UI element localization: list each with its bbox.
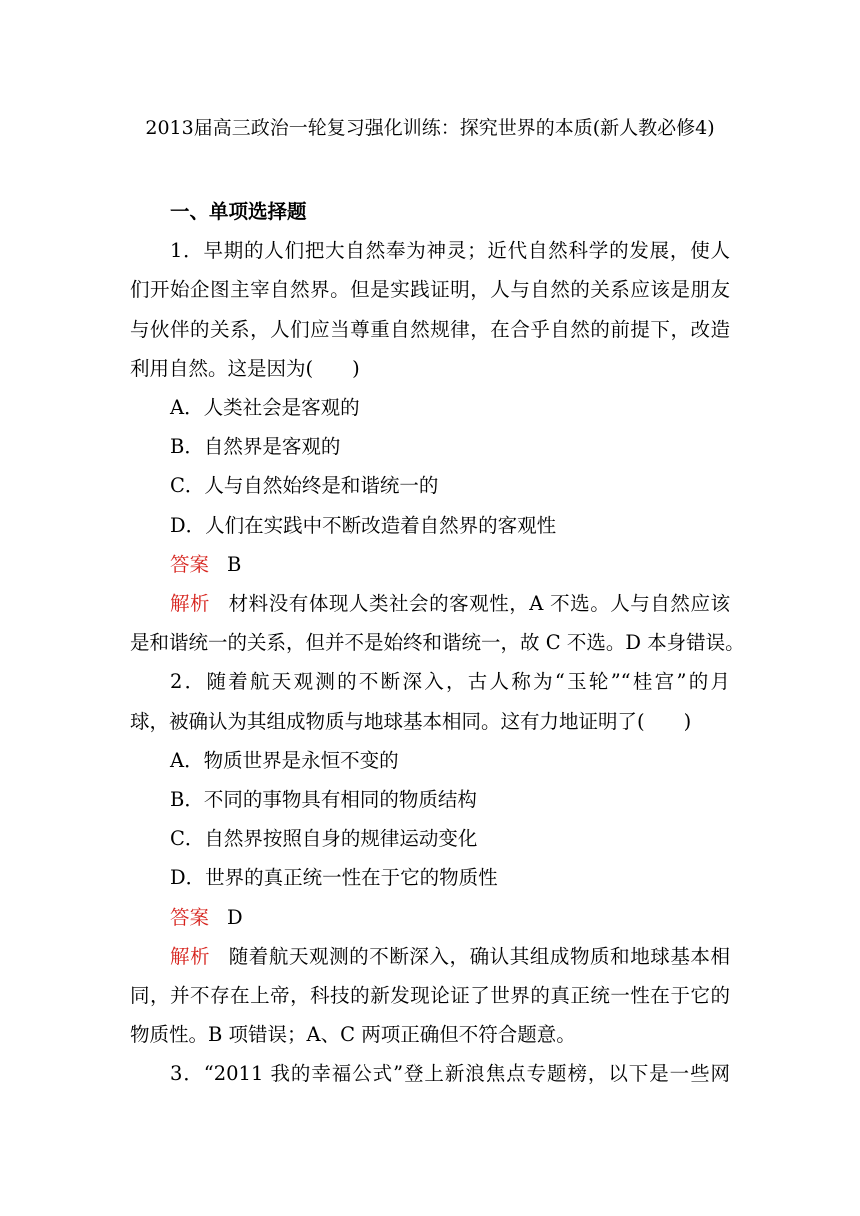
answer-line <box>130 898 730 937</box>
analysis-line <box>130 937 730 976</box>
option-c: C．自然界按照自身的规律运动变化 <box>170 827 478 851</box>
answer-label: 答案 <box>170 552 210 576</box>
answer-line <box>130 545 730 584</box>
question-3 <box>130 1054 730 1093</box>
question-stem-line: 2．随着航天观测的不断深入，古人称为“玉轮”“桂宫”的月 <box>170 670 730 694</box>
analysis-text: 随着航天观测的不断深入，确认其组成物质和地球基本相 <box>228 944 730 968</box>
analysis-label: 解析 <box>170 944 211 968</box>
option-d: D．人们在实践中不断改造着自然界的客观性 <box>170 513 557 537</box>
analysis-line <box>130 584 730 623</box>
option-a: A．人类社会是客观的 <box>170 396 360 420</box>
question-stem-line: 3．“2011 我的幸福公式”登上新浪焦点专题榜，以下是一些网 <box>170 1062 730 1086</box>
question-stem-line: 1．早期的人们把大自然奉为神灵；近代自然科学的发展，使人 <box>170 239 730 263</box>
question-2 <box>130 662 730 1054</box>
analysis-line: 同，并不存在上帝，科技的新发现论证了世界的真正统一性在于它的 <box>130 984 730 1008</box>
analysis-line: 是和谐统一的关系，但并不是始终和谐统一，故 C 不选。D 本身错误。 <box>130 631 745 655</box>
question-stem-line: 与伙伴的关系，人们应当尊重自然规律，在合乎自然的前提下，改造 <box>130 317 730 341</box>
answer-value: D <box>227 905 243 929</box>
analysis-text: 材料没有体现人类社会的客观性，A 不选。人与自然应该 <box>228 592 730 616</box>
answer-label: 答案 <box>170 905 210 929</box>
section-heading: 一、单项选择题 <box>170 200 307 223</box>
answer-value: B <box>227 552 242 576</box>
document-title: 2013届高三政治一轮复习强化训练：探究世界的本质(新人教必修4) <box>145 117 715 139</box>
option-b: B．不同的事物具有相同的物质结构 <box>170 788 477 812</box>
option-b: B．自然界是客观的 <box>170 435 341 459</box>
analysis-label: 解析 <box>170 592 211 616</box>
question-1 <box>130 231 745 662</box>
option-a: A．物质世界是永恒不变的 <box>170 748 399 772</box>
document-body <box>130 192 745 1094</box>
question-stem-line: 们开始企图主宰自然界。但是实践证明，人与自然的关系应该是朋友 <box>130 278 730 302</box>
question-stem-line: 利用自然。这是因为( ) <box>130 356 360 380</box>
analysis-line: 物质性。B 项错误；A、C 两项正确但不符合题意。 <box>130 1023 576 1047</box>
option-c: C．人与自然始终是和谐统一的 <box>170 474 439 498</box>
question-stem-line: 球，被确认为其组成物质与地球基本相同。这有力地证明了( ) <box>130 709 692 733</box>
option-d: D．世界的真正统一性在于它的物质性 <box>170 866 498 890</box>
